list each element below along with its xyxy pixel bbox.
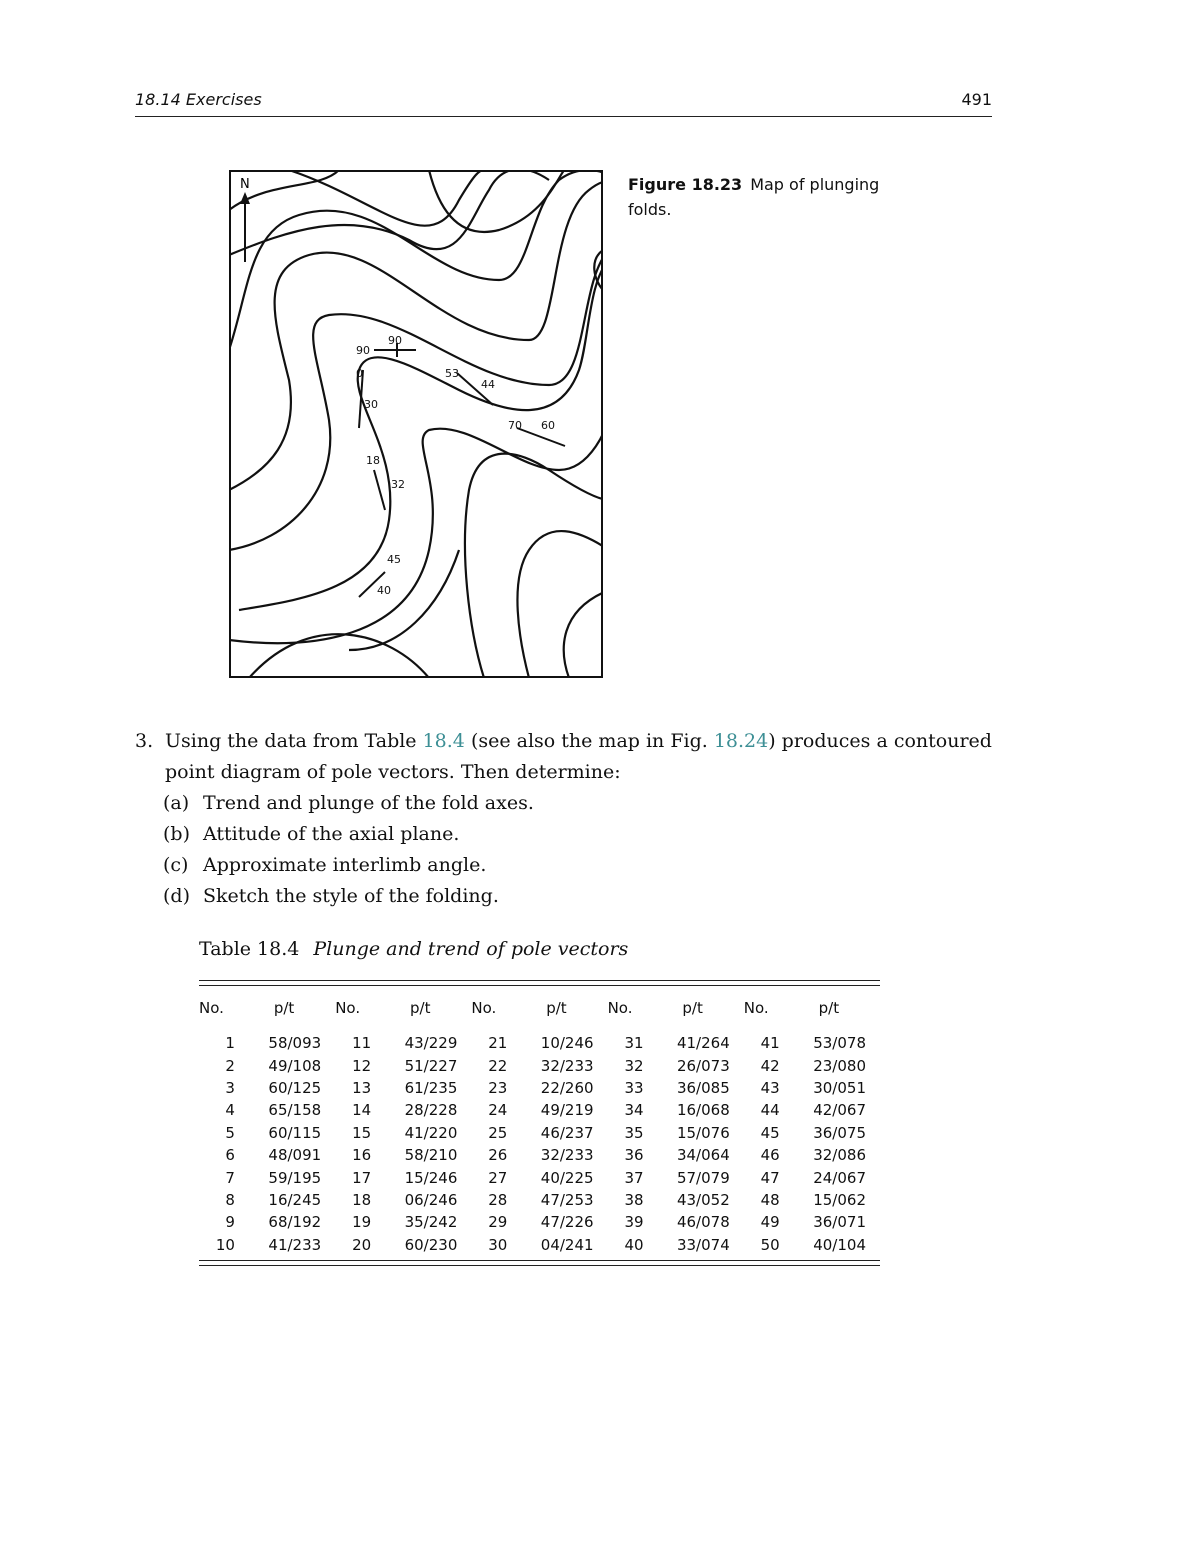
fold-map-figure xyxy=(229,170,603,678)
part-text: Attitude of the axial plane. xyxy=(203,823,460,845)
plunge-trend-cell: 43/052 xyxy=(676,1190,730,1209)
column-header: No. xyxy=(199,999,224,1017)
table-top-rule xyxy=(199,985,880,986)
exercise-number: 3. xyxy=(135,730,154,752)
plunge-trend-cell: 36/075 xyxy=(813,1123,866,1142)
table-row xyxy=(199,1032,880,1054)
row-number-cell: 37 xyxy=(624,1168,644,1187)
row-number-cell: 25 xyxy=(488,1123,508,1142)
table-top-rule xyxy=(199,980,880,981)
figure-reference-link[interactable]: 18.24 xyxy=(713,730,769,752)
row-number-cell: 9 xyxy=(225,1213,235,1232)
plunge-trend-cell: 10/246 xyxy=(540,1034,594,1053)
plunge-trend-cell: 65/158 xyxy=(268,1101,322,1120)
row-number-cell: 20 xyxy=(352,1235,372,1254)
part-text: Trend and plunge of the fold axes. xyxy=(203,792,534,814)
map-label: 18 xyxy=(366,454,380,467)
plunge-trend-cell: 49/219 xyxy=(540,1101,594,1120)
exercise-part xyxy=(163,819,1005,850)
exercise-part xyxy=(163,881,1005,912)
plunge-trend-cell: 26/073 xyxy=(676,1056,730,1075)
table-bottom-rule xyxy=(199,1265,880,1266)
row-number-cell: 23 xyxy=(488,1078,508,1097)
part-text: Sketch the style of the folding. xyxy=(203,885,499,907)
map-label: 45 xyxy=(387,553,401,566)
fold-contour xyxy=(564,590,603,678)
fold-contour xyxy=(517,531,603,678)
row-number-cell: 8 xyxy=(225,1190,235,1209)
part-label: (c) xyxy=(163,854,189,876)
plunge-trend-cell: 36/071 xyxy=(813,1213,866,1232)
table-label: Table 18.4 xyxy=(199,938,300,960)
plunge-trend-cell: 60/115 xyxy=(268,1123,322,1142)
table-header-row xyxy=(199,994,880,1022)
row-number-cell: 47 xyxy=(760,1168,780,1187)
map-label: 30 xyxy=(364,398,378,411)
part-label: (a) xyxy=(163,792,190,814)
exercise-3 xyxy=(135,726,1005,912)
plunge-trend-cell: 60/125 xyxy=(268,1078,322,1097)
row-number-cell: 36 xyxy=(624,1146,644,1165)
row-number-cell: 19 xyxy=(352,1213,372,1232)
plunge-trend-cell: 40/225 xyxy=(540,1168,594,1187)
plunge-trend-cell: 24/067 xyxy=(813,1168,866,1187)
row-number-cell: 38 xyxy=(624,1190,644,1209)
row-number-cell: 42 xyxy=(760,1056,780,1075)
table-row xyxy=(199,1054,880,1076)
map-label: 90 xyxy=(356,344,370,357)
plunge-trend-cell: 43/229 xyxy=(404,1034,458,1053)
plunge-trend-cell: 40/104 xyxy=(813,1235,866,1254)
table-row xyxy=(199,1077,880,1099)
figure-caption-text: Map of plunging folds. xyxy=(628,175,880,219)
plunge-trend-cell: 48/091 xyxy=(268,1146,322,1165)
row-number-cell: 5 xyxy=(225,1123,235,1142)
column-header: p/t xyxy=(273,999,295,1017)
fold-contour xyxy=(465,454,603,678)
plunge-trend-cell: 36/085 xyxy=(676,1078,730,1097)
row-number-cell: 12 xyxy=(352,1056,372,1075)
part-label: (d) xyxy=(163,885,190,907)
plunge-trend-cell: 16/245 xyxy=(268,1190,322,1209)
row-number-cell: 33 xyxy=(624,1078,644,1097)
row-number-cell: 49 xyxy=(760,1213,780,1232)
plunge-trend-cell: 33/074 xyxy=(676,1235,730,1254)
table-title: Plunge and trend of pole vectors xyxy=(313,938,629,960)
pole-vector-table xyxy=(199,994,880,1256)
row-number-cell: 22 xyxy=(488,1056,508,1075)
table-row xyxy=(199,1189,880,1211)
plunge-trend-cell: 47/253 xyxy=(540,1190,594,1209)
plunge-trend-cell: 35/242 xyxy=(404,1213,458,1232)
plunge-trend-cell: 23/080 xyxy=(813,1056,866,1075)
fold-contour xyxy=(289,170,484,226)
section-title: 18.14 Exercises xyxy=(135,90,262,109)
row-number-cell: 46 xyxy=(760,1146,780,1165)
column-header: p/t xyxy=(546,999,567,1017)
plunge-trend-cell: 32/233 xyxy=(540,1056,594,1075)
row-number-cell: 43 xyxy=(760,1078,780,1097)
map-label: 44 xyxy=(481,378,495,391)
header-spacer xyxy=(199,1022,880,1032)
row-number-cell: 6 xyxy=(225,1146,235,1165)
plunge-trend-cell: 04/241 xyxy=(540,1235,594,1254)
row-number-cell: 15 xyxy=(352,1123,372,1142)
row-number-cell: 32 xyxy=(624,1056,644,1075)
stem-text: ) produces a contoured point diagram of pole vectors. Then determine: xyxy=(165,730,992,783)
plunge-trend-cell: 47/226 xyxy=(540,1213,594,1232)
row-number-cell: 18 xyxy=(352,1190,372,1209)
row-number-cell: 17 xyxy=(352,1168,372,1187)
row-number-cell: 21 xyxy=(488,1034,508,1053)
plunge-trend-cell: 34/064 xyxy=(676,1146,730,1165)
figure-caption xyxy=(628,172,908,222)
table-row xyxy=(199,1144,880,1166)
row-number-cell: 1 xyxy=(225,1034,235,1053)
plunge-trend-cell: 58/093 xyxy=(268,1034,322,1053)
table-row xyxy=(199,1122,880,1144)
plunge-trend-cell: 30/051 xyxy=(813,1078,866,1097)
row-number-cell: 31 xyxy=(624,1034,644,1053)
plunge-trend-cell: 28/228 xyxy=(404,1101,458,1120)
stem-text: Using the data from Table xyxy=(165,730,423,752)
row-number-cell: 40 xyxy=(624,1235,644,1254)
row-number-cell: 26 xyxy=(488,1146,508,1165)
row-number-cell: 50 xyxy=(760,1235,780,1254)
plunge-trend-cell: 60/230 xyxy=(404,1235,458,1254)
fold-contour xyxy=(249,634,429,678)
table-reference-link[interactable]: 18.4 xyxy=(422,730,465,752)
row-number-cell: 16 xyxy=(352,1146,372,1165)
row-number-cell: 41 xyxy=(760,1034,780,1053)
table-row xyxy=(199,1099,880,1121)
north-label: N xyxy=(240,177,250,192)
plunge-trend-cell: 57/079 xyxy=(676,1168,730,1187)
column-header: p/t xyxy=(818,999,840,1017)
row-number-cell: 44 xyxy=(760,1101,780,1120)
part-text: Approximate interlimb angle. xyxy=(203,854,487,876)
plunge-trend-cell: 22/260 xyxy=(540,1078,594,1097)
figure-label: Figure 18.23 xyxy=(628,175,743,194)
row-number-cell: 11 xyxy=(352,1034,372,1053)
plunge-trend-cell: 58/210 xyxy=(404,1146,458,1165)
row-number-cell: 30 xyxy=(488,1235,508,1254)
row-number-cell: 10 xyxy=(215,1235,235,1254)
plunge-trend-cell: 61/235 xyxy=(404,1078,458,1097)
table-caption xyxy=(199,938,628,960)
row-number-cell: 28 xyxy=(488,1190,508,1209)
plunge-trend-cell: 15/076 xyxy=(676,1123,730,1142)
plunge-trend-cell: 53/078 xyxy=(813,1034,866,1053)
column-header: p/t xyxy=(682,999,703,1017)
exercise-stem xyxy=(165,726,1005,788)
row-number-cell: 27 xyxy=(488,1168,508,1187)
map-label: 70 xyxy=(508,419,522,432)
column-header: No. xyxy=(743,999,769,1017)
row-number-cell: 45 xyxy=(760,1123,780,1142)
row-number-cell: 35 xyxy=(624,1123,644,1142)
table-bottom-rule xyxy=(199,1260,880,1261)
fold-contour xyxy=(229,250,603,550)
map-label: 60 xyxy=(541,419,555,432)
exercise-part xyxy=(163,788,1005,819)
row-number-cell: 39 xyxy=(624,1213,644,1232)
part-label: (b) xyxy=(163,823,190,845)
plunge-trend-cell: 16/068 xyxy=(676,1101,730,1120)
plunge-trend-cell: 06/246 xyxy=(404,1190,458,1209)
row-number-cell: 13 xyxy=(352,1078,372,1097)
row-number-cell: 4 xyxy=(225,1101,235,1120)
plunge-trend-cell: 32/233 xyxy=(540,1146,594,1165)
fold-contour xyxy=(229,170,549,255)
map-label: 32 xyxy=(391,478,405,491)
plunge-trend-cell: 32/086 xyxy=(813,1146,866,1165)
stem-text: (see also the map in Fig. xyxy=(464,730,714,752)
table-row xyxy=(199,1166,880,1188)
plunge-trend-cell: 46/078 xyxy=(676,1213,730,1232)
plunge-trend-cell: 68/192 xyxy=(268,1213,322,1232)
row-number-cell: 24 xyxy=(488,1101,508,1120)
map-label: 40 xyxy=(377,584,391,597)
row-number-cell: 3 xyxy=(225,1078,235,1097)
plunge-trend-cell: 15/246 xyxy=(404,1168,458,1187)
table-body xyxy=(199,1032,880,1256)
exercise-part xyxy=(163,850,1005,881)
row-number-cell: 2 xyxy=(225,1056,235,1075)
column-header: No. xyxy=(471,999,497,1017)
row-number-cell: 14 xyxy=(352,1101,372,1120)
plunge-trend-cell: 46/237 xyxy=(540,1123,594,1142)
plunge-trend-cell: 41/220 xyxy=(404,1123,458,1142)
north-arrow xyxy=(240,192,250,262)
column-header: p/t xyxy=(410,999,431,1017)
plunge-trend-cell: 51/227 xyxy=(404,1056,458,1075)
map-label: 0 xyxy=(356,367,363,380)
plunge-trend-cell: 41/264 xyxy=(676,1034,730,1053)
page-number: 491 xyxy=(961,90,992,109)
exercise-parts xyxy=(163,788,1005,912)
row-number-cell: 29 xyxy=(488,1213,508,1232)
plunge-trend-cell: 59/195 xyxy=(268,1168,322,1187)
column-header: No. xyxy=(335,999,361,1017)
table-row xyxy=(199,1211,880,1233)
map-label: 90 xyxy=(388,334,402,347)
row-number-cell: 7 xyxy=(225,1168,235,1187)
plunge-trend-cell: 49/108 xyxy=(268,1056,322,1075)
column-header: No. xyxy=(607,999,633,1017)
running-head xyxy=(135,88,992,117)
row-number-cell: 48 xyxy=(760,1190,780,1209)
row-number-cell: 34 xyxy=(624,1101,644,1120)
table-row xyxy=(199,1234,880,1256)
plunge-trend-cell: 42/067 xyxy=(813,1101,866,1120)
plunge-trend-cell: 41/233 xyxy=(268,1235,322,1254)
plunge-trend-cell: 15/062 xyxy=(813,1190,866,1209)
map-label: 53 xyxy=(445,367,459,380)
